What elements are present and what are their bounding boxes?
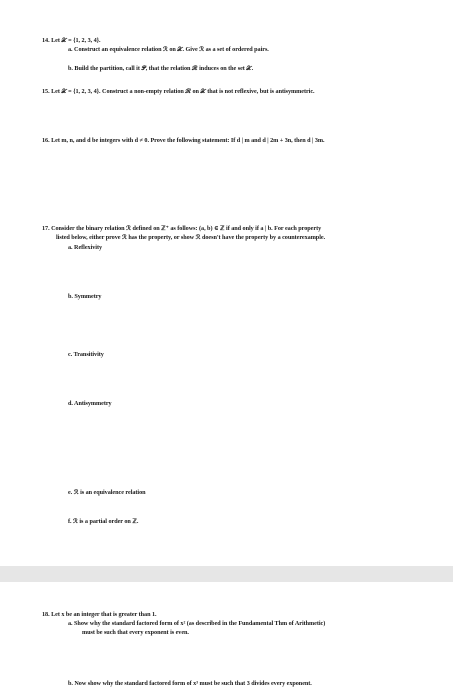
q17-part-b: b. Symmetry <box>68 293 102 300</box>
q18-part-b: b. Now show why the standard factored form of x³ must be such that 3 divides every exponent. <box>68 680 312 687</box>
q15-stem: 15. Let 𝒳 = {1, 2, 3, 4}. Construct a non-empty relation ℛ on 𝒳 that is not reflexive, but is antisymmetric. <box>42 88 315 95</box>
q17-stem-line1: 17. Consider the binary relation ℛ defined on ℤ⁺ as follows: (a, b) ∈ ℤ if and only if a | b. For each property <box>42 225 322 232</box>
q17-part-f: f. ℛ is a partial order on ℤ. <box>68 518 139 525</box>
q17-part-e: e. ℛ is an equivalence relation <box>68 489 146 496</box>
q14-part-b: b. Build the partition, call it 𝒫, that the relation ℛ induces on the set 𝒳. <box>68 65 254 72</box>
q14-part-a: a. Construct an equivalence relation ℛ on 𝒳. Give ℛ as a set of ordered pairs. <box>68 46 269 53</box>
q14-stem: 14. Let 𝒳 = {1, 2, 3, 4}. <box>42 37 101 44</box>
worksheet-page-2 <box>0 582 453 700</box>
q18-part-a-line2: must be such that every exponent is even. <box>82 629 189 636</box>
page-gap <box>0 566 453 582</box>
q17-stem-line2: listed below, either prove ℛ has the property, or show ℛ doesn't have the property by a counterexample. <box>56 234 326 241</box>
q17-part-a: a. Reflexivity <box>68 244 103 251</box>
q18-part-a-line1: a. Show why the standard factored form of x² (as described in the Fundamental Thm of Arithmetic) <box>68 620 326 627</box>
q18-stem: 18. Let x be an integer that is greater than 1. <box>42 611 157 618</box>
q17-part-c: c. Transitivity <box>68 351 104 358</box>
q17-part-d: d. Antisymmetry <box>68 400 112 407</box>
q16-stem: 16. Let m, n, and d be integers with d ≠ 0. Prove the following statement: If d | m and d | 2m + 3n, then d | 3m. <box>42 137 325 144</box>
